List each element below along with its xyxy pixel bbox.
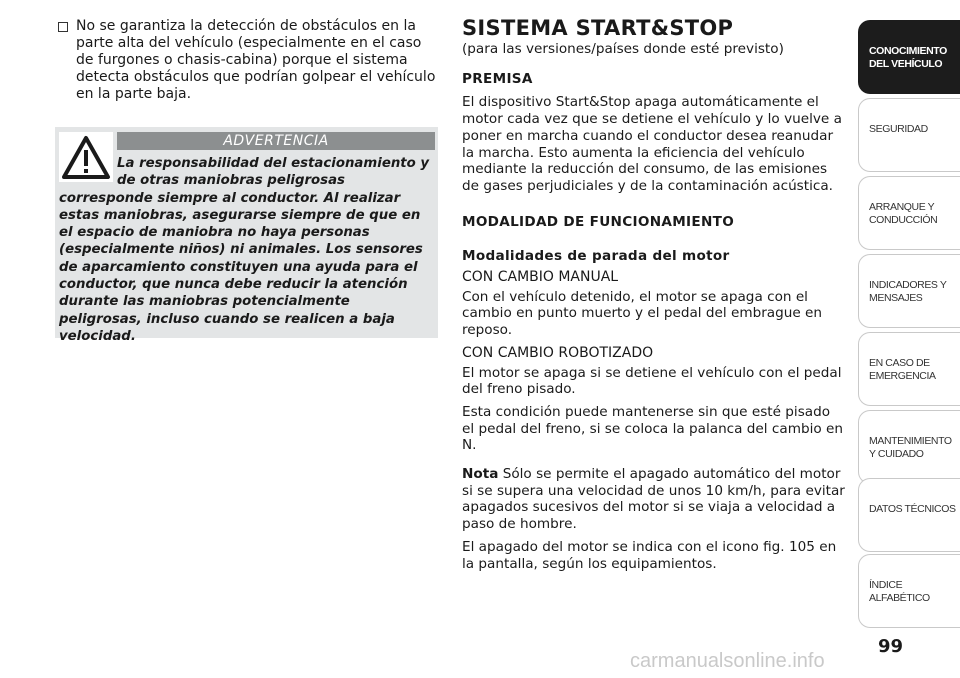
tab-label: CONOCIMIENTO DEL VEHÍCULO xyxy=(869,45,947,70)
tab-label: EN CASO DE EMERGENCIA xyxy=(869,357,936,382)
tab-indice[interactable] xyxy=(858,554,960,628)
tab-indicadores[interactable] xyxy=(858,254,960,328)
tab-arranque[interactable] xyxy=(858,176,960,250)
bullet-item xyxy=(58,18,438,103)
page-number: 99 xyxy=(878,636,904,657)
tab-label: SEGURIDAD xyxy=(869,123,928,135)
warning-text xyxy=(59,155,435,345)
tab-label: INDICADORES Y MENSAJES xyxy=(869,279,947,304)
nota-label: Nota xyxy=(462,466,499,483)
parada-heading: Modalidades de parada del motor xyxy=(462,248,730,265)
nota-text: Sólo se permite el apagado automático del motor si se supera una velocidad de unos 10 km/h, para evitar apagados sucesivos del motor si se viaja a velocidad a paso de hombre. xyxy=(462,466,845,533)
tab-conocimiento[interactable] xyxy=(858,20,960,94)
tab-emergencia[interactable] xyxy=(858,332,960,406)
bullet-text: No se garantiza la detección de obstáculos en la parte alta del vehículo (especialmente en el caso de furgones o chasis-cabina) porque el sistema detecta obstáculos que podrían golpear el vehículo en la parte baja. xyxy=(76,18,436,102)
warning-box xyxy=(55,127,438,344)
modalidad-heading: MODALIDAD DE FUNCIONAMIENTO xyxy=(462,213,735,230)
chapter-tabs xyxy=(858,20,960,632)
bullet-box-icon xyxy=(58,22,68,32)
premisa-heading: PREMISA xyxy=(462,70,533,87)
warning-header: ADVERTENCIA xyxy=(117,132,435,150)
section-title: SISTEMA START&STOP xyxy=(462,16,734,40)
nota-paragraph xyxy=(462,466,846,533)
robot-text-2: Esta condición puede mantenerse sin que esté pisado el pedal del freno, si se coloca la palanca del cambio en N. xyxy=(462,403,843,454)
tab-mantenimiento[interactable] xyxy=(858,410,960,484)
tab-label: ÍNDICE ALFABÉTICO xyxy=(869,579,930,604)
tab-seguridad[interactable] xyxy=(858,98,960,172)
robot-heading: CON CAMBIO ROBOTIZADO xyxy=(462,344,654,361)
watermark: carmanualsonline.info xyxy=(630,650,825,672)
section-subtitle: (para las versiones/países donde esté previsto) xyxy=(462,41,784,57)
tab-label: MANTENIMIENTO Y CUIDADO xyxy=(869,435,952,460)
manual-heading: CON CAMBIO MANUAL xyxy=(462,269,619,286)
tab-label: DATOS TÉCNICOS xyxy=(869,503,956,515)
tab-datos-tecnicos[interactable] xyxy=(858,478,960,552)
manual-text: Con el vehículo detenido, el motor se apaga con el cambio en punto muerto y el pedal del embrague en reposo. xyxy=(462,288,823,339)
last-text: El apagado del motor se indica con el icono fig. 105 en la pantalla, según los equipamientos. xyxy=(462,538,837,572)
main-content xyxy=(462,15,846,578)
robot-text-1: El motor se apaga si se detiene el vehículo con el pedal del freno pisado. xyxy=(462,364,842,398)
warning-body: La responsabilidad del estacionamiento y de otras maniobras peligrosas corresponde siempre al conductor. Al realizar estas maniobras, asegurarse siempre de que en el espacio de maniobra no haya personas (especialmente niños) ni animales. Los sensores de aparcamiento constituyen una ayuda para el conductor, que nunca debe reducir la atención durante las maniobras potencialmente peligrosas, incluso cuando se realicen a baja velocidad. xyxy=(59,156,430,344)
premisa-text: El dispositivo Start&Stop apaga automáticamente el motor cada vez que se detiene el vehículo y lo vuelve a poner en marcha cuando el conductor desea reanudar la marcha. Esto aumenta la eficiencia del vehículo mediante la reducción del consumo, de las emisiones de gases perjudiciales y de la contaminación acústica. xyxy=(462,94,842,194)
tab-label: ARRANQUE Y CONDUCCIÓN xyxy=(869,201,938,226)
